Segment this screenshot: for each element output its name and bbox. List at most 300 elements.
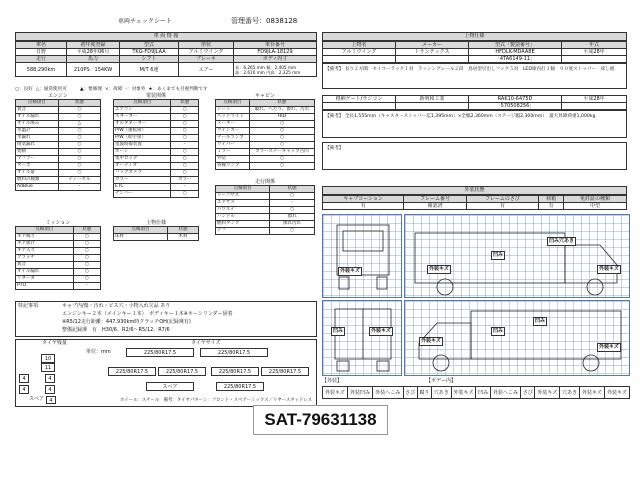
electric-status: ○	[171, 135, 199, 142]
gate-table	[322, 95, 627, 110]
vehicle-info-title: 車 両 情 報	[15, 32, 317, 41]
vehicle-info	[15, 32, 317, 77]
electric-item: バックカメラ	[114, 170, 171, 177]
cabin-row	[216, 149, 315, 156]
mission-item: リターダ	[16, 276, 74, 283]
electric-row	[114, 149, 199, 156]
legend-na: -：対象外	[125, 87, 146, 92]
electric-row	[114, 135, 199, 142]
head-name: 車名	[16, 42, 67, 49]
engine-item: 水漏れ	[16, 135, 59, 142]
running-status: 擦れ	[270, 214, 315, 221]
running-row	[216, 214, 315, 221]
cabin-row	[216, 121, 315, 128]
engine-item: ターボ	[16, 163, 59, 170]
electric-head-0: 点検項目	[114, 100, 171, 107]
tire-front-left: 10	[41, 354, 55, 363]
cabin-status: ○	[249, 163, 314, 170]
legend-out-1: 外装キズ	[323, 387, 348, 399]
dim-inner-unit: mm	[292, 69, 301, 75]
upper-remark-2: 【備考】 全長1,555mm（キャスターストッパー迄1,395mm）×全幅2,360mm（ステージ幅2,300mm） 最大昇降荷重1,000kg	[322, 110, 627, 138]
running-item: パワステ	[216, 207, 270, 214]
sheet-title: 車両チェックシート	[118, 18, 172, 25]
loading-head-0: 点検項目	[114, 227, 168, 234]
tire-remaining-title: タイヤ残量	[42, 340, 67, 346]
ext-head-caution: キャブコーション	[323, 196, 404, 203]
electric-title: 電装関係	[145, 93, 166, 99]
truck-front-outline	[323, 215, 403, 299]
engine-row	[16, 121, 101, 128]
exterior-table	[322, 195, 627, 210]
electric-item: ETC	[114, 184, 171, 191]
cabin-row	[216, 107, 315, 114]
engine-item: 水温計	[16, 128, 59, 135]
cabin-status: HID	[249, 114, 314, 121]
cabin-status: 破れ、へたり、擦れ、汚れ	[249, 107, 314, 114]
running-row	[216, 228, 315, 235]
engine-status: ○	[58, 156, 100, 163]
mission-status: ○	[73, 248, 100, 255]
cabin-row	[216, 128, 315, 135]
electric-status: ○	[171, 128, 199, 135]
running-section	[215, 179, 315, 235]
notes-line-2: エンジンキー２本（メインキー１本） ボディキー１本※キーシリンダー固着	[62, 311, 233, 317]
electric-row	[114, 114, 199, 121]
mission-status: ○	[73, 269, 100, 276]
upper-model: HFDLK-MDAA8E	[469, 49, 562, 56]
electric-row	[114, 163, 199, 170]
cabin-section	[215, 93, 315, 170]
running-row	[216, 221, 315, 228]
cabin-status: カラーステーキャップ凸凹	[249, 149, 314, 156]
damage-label-3: 凹み	[493, 252, 504, 258]
engine-status: ○	[58, 135, 100, 142]
mission-item: オイル漏れ	[16, 269, 74, 276]
gate-maker: 新明和工業	[396, 96, 469, 103]
mission-row	[16, 269, 101, 276]
legend-out-6: 穴あき	[431, 387, 451, 399]
diagram-front	[322, 214, 402, 298]
mission-status: ○	[73, 262, 100, 269]
upper-serial: 「4TA6149-11」	[469, 56, 562, 63]
head-power: 馬力	[67, 56, 120, 63]
brake-type: エアー	[179, 63, 234, 77]
notes-line-3: ※R5/12走行距離：447,930km時クラッチOH(記録簿有)	[62, 319, 191, 325]
tire-section	[15, 339, 317, 407]
electric-row	[114, 107, 199, 114]
loading-item: 床材	[114, 234, 168, 241]
mission-item: クラッチ	[16, 255, 74, 262]
mission-row	[16, 262, 101, 269]
size-front-right: 225/80R17.5	[200, 348, 268, 357]
ext-license: 中型	[563, 203, 626, 210]
legend-out-5: 腐り	[417, 387, 431, 399]
engine-row	[16, 170, 101, 177]
mission-title: ミッション	[45, 220, 71, 226]
running-status: ○	[270, 228, 315, 235]
head-dims: ボディ内寸	[234, 56, 317, 63]
running-title: 走行関係	[254, 179, 275, 185]
electric-row	[114, 184, 199, 191]
mission-row	[16, 276, 101, 283]
electric-row	[114, 170, 199, 177]
engine-item: 始動	[16, 149, 59, 156]
legend-body-8: 外装キズ	[604, 387, 629, 399]
electric-status: ○	[171, 107, 199, 114]
legend-good: ○：良好	[15, 87, 33, 92]
engine-title: エンジン	[48, 93, 68, 99]
engine-status: ○	[58, 107, 100, 114]
engine-row	[16, 142, 101, 149]
tire-spare: 4	[46, 396, 56, 404]
electric-item: エアコン	[114, 107, 171, 114]
engine-status: ○	[58, 128, 100, 135]
loading-title: 上物仕様	[145, 220, 166, 226]
ext-head-frame-no: フレーム番号	[404, 196, 467, 203]
legend-body-7: 外装キズ	[579, 387, 604, 399]
electric-status: ○	[171, 149, 199, 156]
shift-type: M/T 6速	[120, 63, 179, 77]
cabin-status: ○	[249, 156, 314, 163]
legend-body-title: 【ボデー内】	[426, 378, 457, 384]
tire-size-title: タイヤサイズ	[191, 340, 221, 346]
electric-status: -	[171, 184, 199, 191]
running-row	[216, 193, 315, 200]
electric-item: ナンバー	[114, 191, 171, 198]
engine-row	[16, 128, 101, 135]
mission-status: ○	[73, 276, 100, 283]
cabin-item: 各種ランプ	[216, 163, 250, 170]
electric-item: カラー	[114, 177, 171, 184]
legend-out-4: さび	[403, 387, 417, 399]
electric-item: P/W（助手席）	[114, 135, 171, 142]
electric-item: ホーン	[114, 149, 171, 156]
legend-visual: ★：あくまでも目視判断です	[148, 87, 208, 92]
running-table	[215, 185, 315, 235]
mission-status: ○	[73, 255, 100, 262]
notes-line-4: 整備記録簿 有 H30/6、R2/6〜R5/12、R7/6	[62, 327, 170, 333]
engine-head-1: 状態	[58, 100, 100, 107]
ext-head-rust: フレームのさび	[466, 196, 538, 203]
engine-section	[15, 93, 101, 191]
loading-section	[113, 220, 199, 241]
upper-head-name: 上物名	[323, 42, 396, 49]
tire-rear-4: 4	[45, 385, 55, 394]
size-rear-3: 225/80R17.5	[211, 367, 259, 376]
engine-row	[16, 114, 101, 121]
cabin-status: ○	[249, 128, 314, 135]
ext-head-box: 荷箱	[539, 196, 564, 203]
dim-width-unit: mm	[287, 64, 297, 70]
electric-status: ○	[171, 114, 199, 121]
dim-length-unit: mm	[256, 64, 265, 70]
dim-width: 幅：2,405	[266, 64, 287, 70]
mission-row	[16, 234, 101, 241]
electric-status: ○	[171, 163, 199, 170]
upper-remark-1: 【備考】 長り２方開 セイコーラック１対 ラッシングレール２段 鳥居型引出しフック５対 LED庫内灯３個 ９０度ストッパー 床し板	[322, 63, 627, 89]
electric-section	[113, 93, 199, 198]
tire-spare-label: スペア	[29, 396, 45, 402]
head-shift: シフト	[120, 56, 179, 63]
legend-usable: △：通常使用可	[35, 87, 67, 92]
electric-row	[114, 142, 199, 149]
running-head-1: 状態	[270, 186, 315, 193]
electric-status: カラー	[171, 177, 199, 184]
upper-spec-title: 上物仕様	[322, 32, 627, 41]
legend-body-1: 外装キズ	[451, 387, 476, 399]
upper-remark-3: 【備考】	[322, 142, 627, 170]
legend-body-5: 外装キズ	[535, 387, 560, 399]
damage-label-6: 凹み	[333, 328, 344, 334]
mission-status: ○	[73, 234, 100, 241]
cabin-item: ウインカー	[216, 128, 250, 135]
electric-table	[113, 99, 199, 198]
cabin-status: ○	[249, 121, 314, 128]
electric-row	[114, 121, 199, 128]
cabin-item: 外装	[216, 156, 250, 163]
cabin-item: テールランプ	[216, 135, 250, 142]
cabin-row	[216, 114, 315, 121]
gate-serial: 「570508256」	[469, 103, 562, 110]
body-dims	[234, 63, 317, 77]
electric-item: 電波時報装置	[114, 142, 171, 149]
car-name: 日野	[16, 49, 67, 56]
dim-length: 長：6,265	[235, 64, 256, 70]
engine-row	[16, 184, 101, 191]
tire-rear-2: 4	[45, 374, 55, 383]
engine-row	[16, 163, 101, 170]
electric-status: ○	[171, 170, 199, 177]
dim-height-unit: mm	[256, 69, 265, 75]
horsepower: 210PS／154KW	[67, 63, 120, 77]
body-shape: アルミウイング	[179, 49, 234, 56]
first-reg: 平成28年06月	[67, 49, 120, 56]
upper-maker: トランテックス	[396, 49, 469, 56]
cabin-item: シート	[216, 107, 250, 114]
engine-head-0: 点検項目	[16, 100, 59, 107]
running-item: 燃料タンク	[216, 221, 270, 228]
electric-status: -	[171, 142, 199, 149]
running-status: ○	[270, 207, 315, 214]
legend-body-3: 外装へこみ	[490, 387, 521, 399]
size-rear-1: 225/80R17.5	[108, 367, 156, 376]
tire-front-right: 11	[41, 363, 55, 372]
electric-row	[114, 191, 199, 198]
engine-item: 排気漏れ	[16, 142, 59, 149]
mission-row	[16, 248, 101, 255]
engine-item: マフラー	[16, 156, 59, 163]
running-head-0: 点検項目	[216, 186, 270, 193]
truck-rear-outline	[323, 301, 403, 377]
cabin-item: メーター	[216, 121, 250, 128]
engine-status: ○	[58, 149, 100, 156]
notes-line-1: キャブ内/傷・汚れ・ビス穴・小物入れ欠品 あり	[62, 303, 171, 309]
notes-label: 特記事項	[18, 303, 39, 309]
engine-status: -	[58, 184, 100, 191]
diagram-rear	[322, 300, 402, 376]
tire-rear-1: 4	[19, 374, 29, 383]
cabin-row	[216, 163, 315, 170]
engine-item: 燃料の種類	[16, 177, 59, 184]
upper-spec	[322, 32, 627, 170]
head-shape: 形状	[179, 42, 234, 49]
damage-label-8: 外装キズ	[421, 338, 441, 344]
damage-label-10: 凹み	[535, 318, 546, 324]
size-spare-label: スペア	[146, 382, 194, 391]
upper-head-year: 年式	[562, 42, 627, 49]
damage-label-1: 外装キズ	[340, 268, 360, 274]
electric-status: ○	[171, 191, 199, 198]
mission-section	[15, 220, 101, 290]
engine-row	[16, 107, 101, 114]
running-item: エアサス	[216, 200, 270, 207]
mission-table	[15, 226, 101, 290]
running-item: リーフサス	[216, 193, 270, 200]
upper-year: 平成28年	[562, 49, 627, 56]
management-number	[231, 18, 297, 25]
mission-status: -	[73, 283, 100, 290]
mileage: 588,290km	[16, 63, 67, 77]
running-row	[216, 200, 315, 207]
gate-model: RAK10-6475D	[469, 96, 562, 103]
legend-out-3: 外装へこみ	[373, 387, 404, 399]
legend-out-title: 【外装】	[322, 378, 343, 384]
engine-row	[16, 156, 101, 163]
engine-item: 異音	[16, 107, 59, 114]
tire-rear-3: 4	[19, 385, 29, 394]
cabin-item: ヘッドライト	[216, 114, 250, 121]
cabin-status: ○	[249, 142, 314, 149]
engine-status: ○	[58, 114, 100, 121]
engine-row	[16, 149, 101, 156]
engine-item: オイル量	[16, 170, 59, 177]
damage-label-9: 凹み	[493, 328, 504, 334]
size-spare: 225/80R17.5	[216, 382, 264, 391]
head-chassis: 車台番号	[234, 42, 317, 49]
mission-row	[16, 255, 101, 262]
mission-status: ○	[73, 241, 100, 248]
vehicle-info-table	[15, 41, 317, 77]
cabin-table	[215, 99, 315, 170]
gate-year: 平成28年	[562, 96, 627, 103]
mission-row	[16, 283, 101, 290]
loading-status: 木材	[168, 234, 199, 241]
engine-row	[16, 177, 101, 184]
electric-head-1: 状態	[171, 100, 199, 107]
engine-status: ○	[58, 170, 100, 177]
upper-name: アルミウイング	[323, 49, 396, 56]
engine-table	[15, 99, 101, 191]
ext-head-license: 免許証の種類	[563, 196, 626, 203]
exterior-state	[322, 186, 627, 210]
engine-status: △	[58, 121, 100, 128]
head-brake: ブレーキ	[179, 56, 234, 63]
notes-box	[15, 301, 317, 337]
model-code: TKG-FD9JLAA	[120, 49, 179, 56]
loading-table	[113, 226, 199, 241]
engine-row	[16, 135, 101, 142]
electric-row	[114, 128, 199, 135]
dim-inner-height: 内高：2,325	[266, 69, 291, 75]
mission-head-1: 状態	[73, 227, 100, 234]
running-row	[216, 207, 315, 214]
size-rear-2: 225/80R17.5	[158, 367, 206, 376]
engine-item: オイル滲み	[16, 121, 59, 128]
electric-item: オルタネーター	[114, 121, 171, 128]
wheel-note: ホイール：スチール 備考：タイヤパターン：フロント・スペアーミックス／リヤースタッドレス	[120, 398, 313, 403]
damage-label-7: 外装キズ	[371, 328, 391, 334]
mission-item: ギア入り	[16, 248, 74, 255]
mission-item: ギア鳴り	[16, 234, 74, 241]
engine-item: オイル漏れ	[16, 114, 59, 121]
size-front-left: 225/80R17.5	[126, 348, 194, 357]
ext-rust: 有	[466, 203, 538, 210]
engine-item: AdBlue	[16, 184, 59, 191]
cabin-title: キャビン	[254, 93, 275, 99]
diagram-right	[404, 300, 630, 376]
truck-left-outline	[405, 215, 631, 299]
running-status: -	[270, 200, 315, 207]
mission-item: PTO	[16, 283, 74, 290]
damage-label-4: 凹み穴あき	[549, 238, 575, 244]
ext-box: 有	[539, 203, 564, 210]
engine-status: ○	[58, 142, 100, 149]
ext-caution: 有	[323, 203, 404, 210]
electric-status: ○	[171, 121, 199, 128]
diagram-left	[404, 214, 630, 298]
management-value: 0838128	[266, 17, 298, 25]
legend-repair: ▲：要修理	[79, 87, 102, 92]
electric-status: ○	[171, 156, 199, 163]
damage-label-2: 外装キズ	[429, 266, 449, 272]
mission-head-0: 点検項目	[16, 227, 74, 234]
upper-spec-table	[322, 41, 627, 63]
cabin-head-1: 状態	[249, 100, 314, 107]
head-model: 型式	[120, 42, 179, 49]
upper-head-maker: メーカー	[396, 42, 469, 49]
mission-item: 異音	[16, 262, 74, 269]
legend-body-2: 凹み	[476, 387, 490, 399]
engine-status: ディーゼル	[58, 177, 100, 184]
dim-height: 高：2,610	[235, 69, 256, 75]
mission-row	[16, 241, 101, 248]
damage-legend-table	[322, 386, 630, 399]
cabin-row	[216, 142, 315, 149]
exterior-title: 外装状態	[322, 186, 627, 195]
damage-label-5: 外装キズ	[599, 266, 619, 272]
loading-row	[114, 234, 199, 241]
cabin-head-0: 点検項目	[216, 100, 250, 107]
damage-label-11: 外装キズ	[599, 344, 619, 350]
damage-legend	[322, 386, 630, 399]
running-status: 擦れ汚れ	[270, 221, 315, 228]
upper-head-model: 型式「製造番号」	[469, 42, 562, 49]
running-item: デフ	[216, 228, 270, 235]
head-first-reg: 初年度登録	[67, 42, 120, 49]
cabin-status: ○	[249, 135, 314, 142]
electric-item: オーディオ	[114, 163, 171, 170]
legend-out-2: 外装凹み	[347, 387, 372, 399]
cabin-row	[216, 135, 315, 142]
size-rear-4: 225/80R17.5	[261, 367, 309, 376]
legend-broken: ×：故障	[104, 87, 123, 92]
cabin-row	[216, 156, 315, 163]
legend-body-4: さび	[521, 387, 535, 399]
head-mileage: 走行	[16, 56, 67, 63]
stock-number: SAT-79631138	[253, 405, 388, 435]
cabin-item: ワイパー	[216, 142, 250, 149]
legend-body-6: 穴あき	[560, 387, 580, 399]
